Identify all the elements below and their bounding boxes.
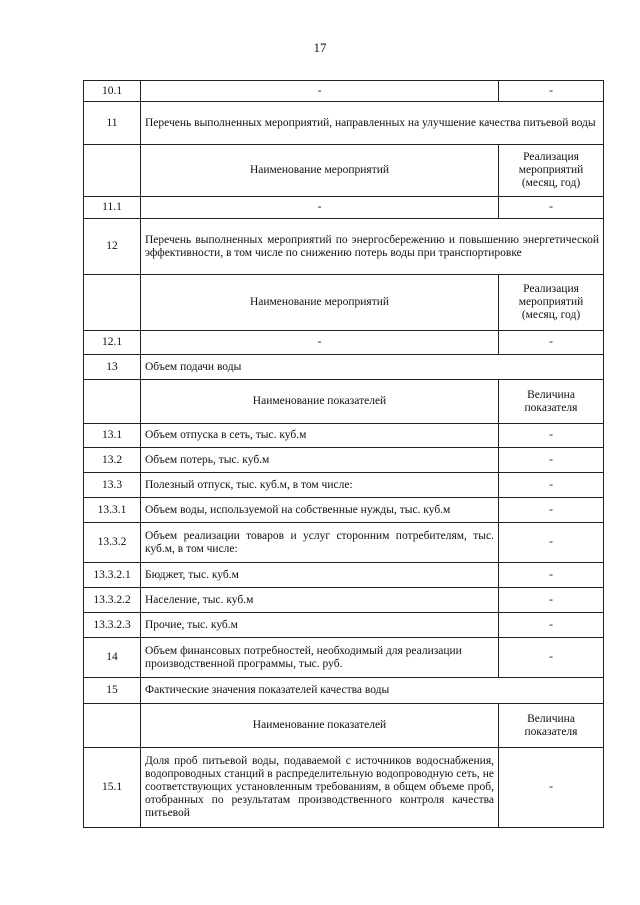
row-description: Бюджет, тыс. куб.м [141, 563, 499, 588]
table-row [84, 563, 604, 588]
row-value: - [499, 523, 604, 563]
row-number: 13.3.2 [84, 523, 141, 563]
row-number [84, 380, 141, 424]
table-row [84, 275, 604, 331]
row-description: Фактические значения показателей качества воды [141, 678, 604, 704]
row-description: Объем воды, используемой на собственные нужды, тыс. куб.м [141, 498, 499, 523]
program-table [83, 80, 604, 828]
table-row [84, 638, 604, 678]
row-number: 10.1 [84, 81, 141, 102]
row-number: 11 [84, 102, 141, 145]
row-description: - [141, 81, 499, 102]
table-row [84, 355, 604, 380]
table-row [84, 424, 604, 448]
row-value: - [499, 613, 604, 638]
row-description: Наименование показателей [141, 704, 499, 748]
table-row [84, 613, 604, 638]
table-row [84, 704, 604, 748]
row-value: - [499, 81, 604, 102]
row-description: Объем реализации товаров и услуг сторонним потребителям, тыс. куб.м, в том числе: [141, 523, 499, 563]
table-row [84, 678, 604, 704]
row-number: 15 [84, 678, 141, 704]
row-number: 13.3.2.2 [84, 588, 141, 613]
row-value: - [499, 331, 604, 355]
row-description: Объем отпуска в сеть, тыс. куб.м [141, 424, 499, 448]
column-header-value: Реализация мероприятий (месяц, год) [499, 275, 604, 331]
program-table-body [84, 81, 604, 828]
row-description: Наименование мероприятий [141, 275, 499, 331]
table-row [84, 588, 604, 613]
row-number: 13.3.2.1 [84, 563, 141, 588]
row-number: 13 [84, 355, 141, 380]
row-number: 15.1 [84, 748, 141, 828]
row-value: - [499, 473, 604, 498]
table-row [84, 523, 604, 563]
row-description: - [141, 331, 499, 355]
table-row [84, 380, 604, 424]
row-description: Объем финансовых потребностей, необходимый для реализации производственной программы, тыс. руб. [141, 638, 499, 678]
table-row [84, 219, 604, 275]
row-number: 11.1 [84, 197, 141, 219]
row-value: - [499, 448, 604, 473]
row-value: - [499, 563, 604, 588]
row-description: Перечень выполненных мероприятий, направленных на улучшение качества питьевой воды [141, 102, 604, 145]
row-number: 14 [84, 638, 141, 678]
table-row [84, 197, 604, 219]
row-description: Перечень выполненных мероприятий по энергосбережению и повышению энергетической эффективности, в том числе по снижению потерь воды при транспортировке [141, 219, 604, 275]
table-row [84, 448, 604, 473]
row-number [84, 275, 141, 331]
row-description: Население, тыс. куб.м [141, 588, 499, 613]
row-description: Полезный отпуск, тыс. куб.м, в том числе: [141, 473, 499, 498]
row-number [84, 704, 141, 748]
row-value: - [499, 197, 604, 219]
table-row [84, 473, 604, 498]
column-header-value: Величина показателя [499, 380, 604, 424]
row-number: 13.1 [84, 424, 141, 448]
row-value: - [499, 638, 604, 678]
row-value: - [499, 424, 604, 448]
table-row [84, 81, 604, 102]
row-description: - [141, 197, 499, 219]
row-description: Наименование мероприятий [141, 145, 499, 197]
table-row [84, 145, 604, 197]
row-description: Объем потерь, тыс. куб.м [141, 448, 499, 473]
row-number: 13.3.2.3 [84, 613, 141, 638]
row-description: Наименование показателей [141, 380, 499, 424]
row-value: - [499, 588, 604, 613]
table-row [84, 331, 604, 355]
row-number: 13.3.1 [84, 498, 141, 523]
row-number [84, 145, 141, 197]
column-header-value: Реализация мероприятий (месяц, год) [499, 145, 604, 197]
row-number: 12.1 [84, 331, 141, 355]
table-row [84, 748, 604, 828]
row-value: - [499, 748, 604, 828]
table-row [84, 102, 604, 145]
row-description: Объем подачи воды [141, 355, 604, 380]
table-row [84, 498, 604, 523]
row-number: 13.3 [84, 473, 141, 498]
row-value: - [499, 498, 604, 523]
row-description: Прочие, тыс. куб.м [141, 613, 499, 638]
row-number: 13.2 [84, 448, 141, 473]
column-header-value: Величина показателя [499, 704, 604, 748]
page-number: 17 [313, 40, 327, 55]
row-number: 12 [84, 219, 141, 275]
row-description: Доля проб питьевой воды, подаваемой с источников водоснабжения, водопроводных станций в распределительную водопроводную сеть, не соответствующих установленным требованиям, в общем объеме проб, отобранных по результатам производственного контроля качества питьевой [141, 748, 499, 828]
